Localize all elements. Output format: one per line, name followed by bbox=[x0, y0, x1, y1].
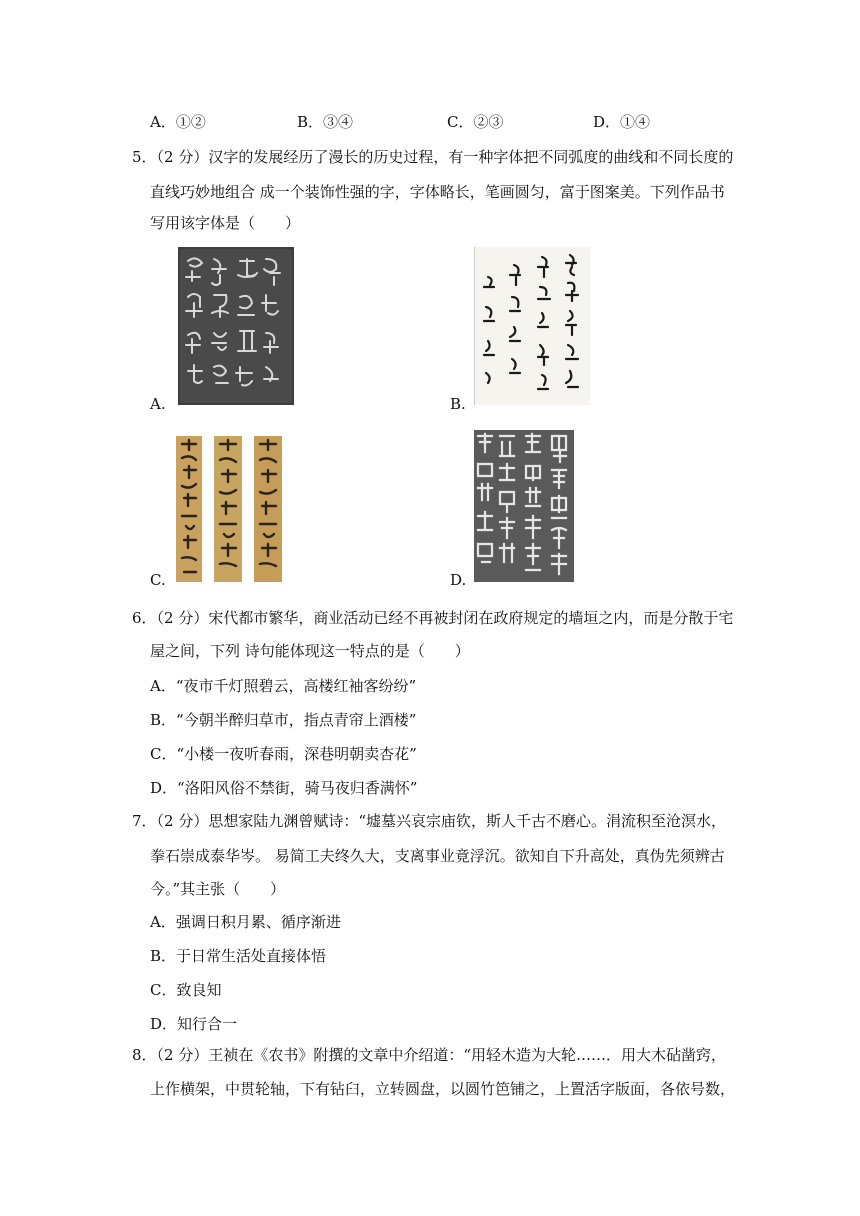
q5-label-c: C. bbox=[150, 571, 166, 589]
q7-option-b: B．于日常生活处直接体悟 bbox=[150, 947, 327, 965]
q5-label-b: B. bbox=[450, 395, 466, 413]
q6-stem-line2: 屋之间，下列 诗句能体现这一特点的是（ ） bbox=[150, 642, 470, 660]
q7-option-d: D．知行合一 bbox=[150, 1015, 238, 1033]
q6-option-b: B．“今朝半醉归草市，指点青帘上酒楼” bbox=[150, 711, 417, 729]
q6-stem-line1: 6．（2 分）宋代都市繁华，商业活动已经不再被封闭在政府规定的墙垣之内，而是分散于宅 bbox=[132, 609, 734, 627]
q6-option-a: A．“夜市千灯照碧云，高楼红袖客纷纷” bbox=[150, 677, 417, 695]
q5-label-a: A. bbox=[150, 395, 166, 413]
q4-option-b: B．③④ bbox=[297, 113, 354, 131]
q5-image-c-bamboo-slips bbox=[176, 436, 282, 582]
q8-stem-line1: 8．（2 分）王祯在《农书》附撰的文章中介绍道：“用轻木造为大轮……．用大木砧凿窍， bbox=[132, 1046, 727, 1064]
q7-option-c: C．致良知 bbox=[150, 981, 222, 999]
q5-label-d: D. bbox=[450, 571, 467, 589]
q5-image-d-regular-script-rubbing bbox=[474, 430, 574, 582]
q6-option-c: C．“小楼一夜听春雨，深巷明朝卖杏花” bbox=[150, 745, 417, 763]
q5-stem-line2: 直线巧妙地组合 成一个装饰性强的字，字体略长，笔画圆匀，富于图案美。下列作品书 bbox=[150, 183, 725, 201]
q6-option-d: D．“洛阳风俗不禁街，骑马夜归香满怀” bbox=[150, 779, 418, 797]
q7-option-a: A．强调日积月累、循序渐进 bbox=[150, 913, 341, 931]
q5-image-a-bronze-inscription bbox=[178, 247, 294, 405]
q4-option-c: C．②③ bbox=[447, 113, 504, 131]
q7-stem-line1: 7．（2 分）思想家陆九渊曾赋诗：“墟墓兴哀宗庙钦，斯人千古不磨心。涓流积至沧溟水， bbox=[132, 812, 727, 830]
q5-stem-line3: 写用该字体是（ ） bbox=[150, 214, 301, 232]
q4-option-d: D．①④ bbox=[593, 113, 651, 131]
q7-stem-line2: 拳石崇成泰华岑。 易简工夫终久大，支离事业竟浮沉。欲知自下升高处，真伪先须辨古 bbox=[150, 847, 725, 865]
q4-option-a: A．①② bbox=[150, 113, 206, 131]
q7-stem-line3: 今。”其主张（ ） bbox=[150, 880, 286, 898]
q8-stem-line2: 上作横架，中贯轮轴，下有钻臼，立转圆盘，以圆竹笆铺之，上置活字版面，各依号数， bbox=[150, 1080, 736, 1098]
q5-image-b-running-script bbox=[474, 247, 590, 405]
q5-stem-line1: 5．（2 分）汉字的发展经历了漫长的历史过程，有一种字体把不同弧度的曲线和不同长度的 bbox=[132, 148, 734, 166]
